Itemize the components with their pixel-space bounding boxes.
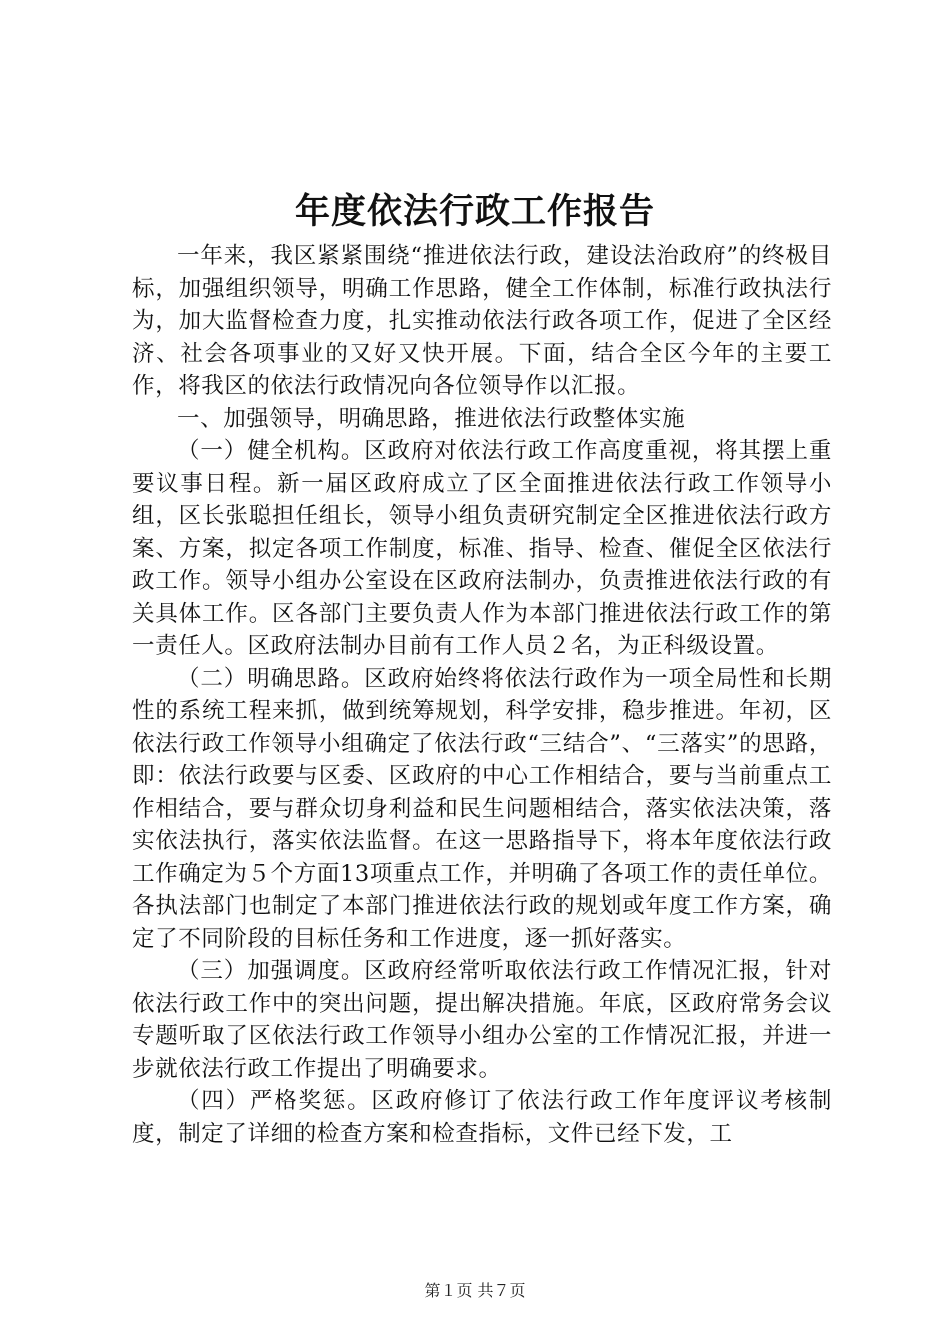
paragraph-approach: （二）明确思路。区政府始终将依法行政作为一项全局性和长期性的系统工程来抓，做到统筹规划，科学安排，稳步推进。年初，区依法行政工作领导小组确定了依法行政“三结合”、“三落实”的思路，即：依法行政要与区委、区政府的中心工作相结合，要与当前重点工作相结合，要与群众切身利益和民生问题相结合，落实依法决策，落实依法执行，落实依法监督。在这一思路指导下，将本年度依法行政工作确定为５个方面13项重点工作，并明确了各项工作的责任单位。各执法部门也制定了本部门推进依法行政的规划或年度工作方案，确定了不同阶段的目标任务和工作进度，逐一抓好落实。 xyxy=(132,665,832,952)
page-footer: 第１页 共７页 xyxy=(424,1281,526,1300)
paragraph-rewards: （四）严格奖惩。区政府修订了依法行政工作年度评议考核制度，制定了详细的检查方案和检查指标，文件已经下发，工 xyxy=(132,1088,832,1147)
document-title: 年度依法行政工作报告 xyxy=(294,191,655,232)
paragraph-organization: （一）健全机构。区政府对依法行政工作高度重视，将其摆上重要议事日程。新一届区政府成立了区全面推进依法行政工作领导小组，区长张聪担任组长，领导小组负责研究制定全区推进依法行政方案、方案，拟定各项工作制度，标准、指导、检查、催促全区依法行政工作。领导小组办公室设在区政府法制办，负责推进依法行政的有关具体工作。区各部门主要负责人作为本部门推进依法行政工作的第一责任人。区政府法制办目前有工作人员２名，为正科级设置。 xyxy=(132,438,832,659)
document-body xyxy=(132,240,832,1150)
section-heading-1: 一、加强领导，明确思路，推进依法行政整体实施 xyxy=(177,405,686,432)
paragraph-intro: 一年来，我区紧紧围绕“推进依法行政，建设法治政府”的终极目标，加强组织领导，明确工作思路，健全工作体制，标准行政执法行为，加大监督检查力度，扎实推动依法行政各项工作，促进了全区经济、社会各项事业的又好又快开展。下面，结合全区今年的主要工作，将我区的依法行政情况向各位领导作以汇报。 xyxy=(132,243,832,399)
paragraph-scheduling: （三）加强调度。区政府经常听取依法行政工作情况汇报，针对依法行政工作中的突出问题，提出解决措施。年底，区政府常务会议专题听取了区依法行政工作领导小组办公室的工作情况汇报，并进一步就依法行政工作提出了明确要求。 xyxy=(132,958,832,1082)
